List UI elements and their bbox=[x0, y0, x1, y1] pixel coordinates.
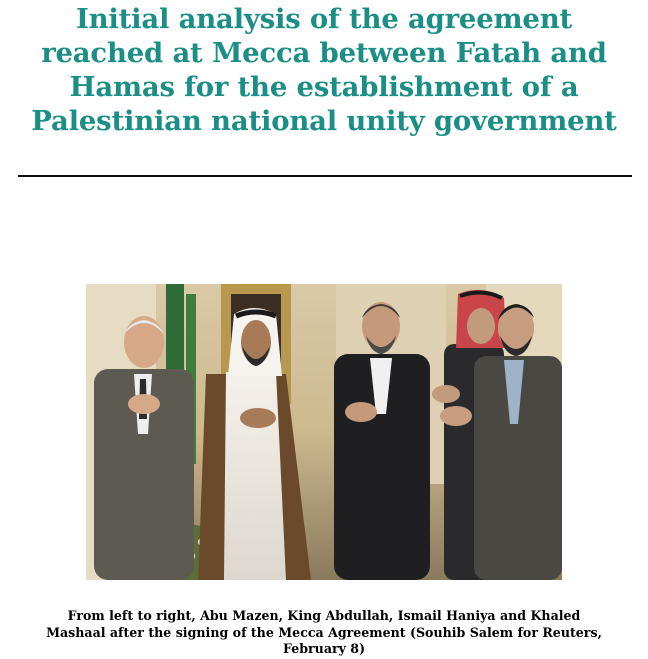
title-line-1: Initial analysis of the agreement bbox=[75, 3, 573, 35]
document-title bbox=[0, 2, 648, 138]
horizontal-rule bbox=[18, 175, 632, 177]
photo-caption bbox=[10, 608, 638, 658]
title-line-2: reached at Mecca between Fatah and bbox=[41, 37, 607, 69]
caption-line-1: From left to right, Abu Mazen, King Abdullah, Ismail Haniya and Khaled bbox=[67, 608, 581, 623]
caption-line-2: Mashaal after the signing of the Mecca Agreement (Souhib Salem for Reuters, bbox=[46, 624, 602, 640]
title-line-4: Palestinian national unity government bbox=[31, 105, 617, 137]
photo-mecca-agreement bbox=[86, 284, 562, 580]
title-line-3: Hamas for the establishment of a bbox=[69, 71, 579, 103]
caption-line-3: February 8) bbox=[282, 641, 366, 656]
